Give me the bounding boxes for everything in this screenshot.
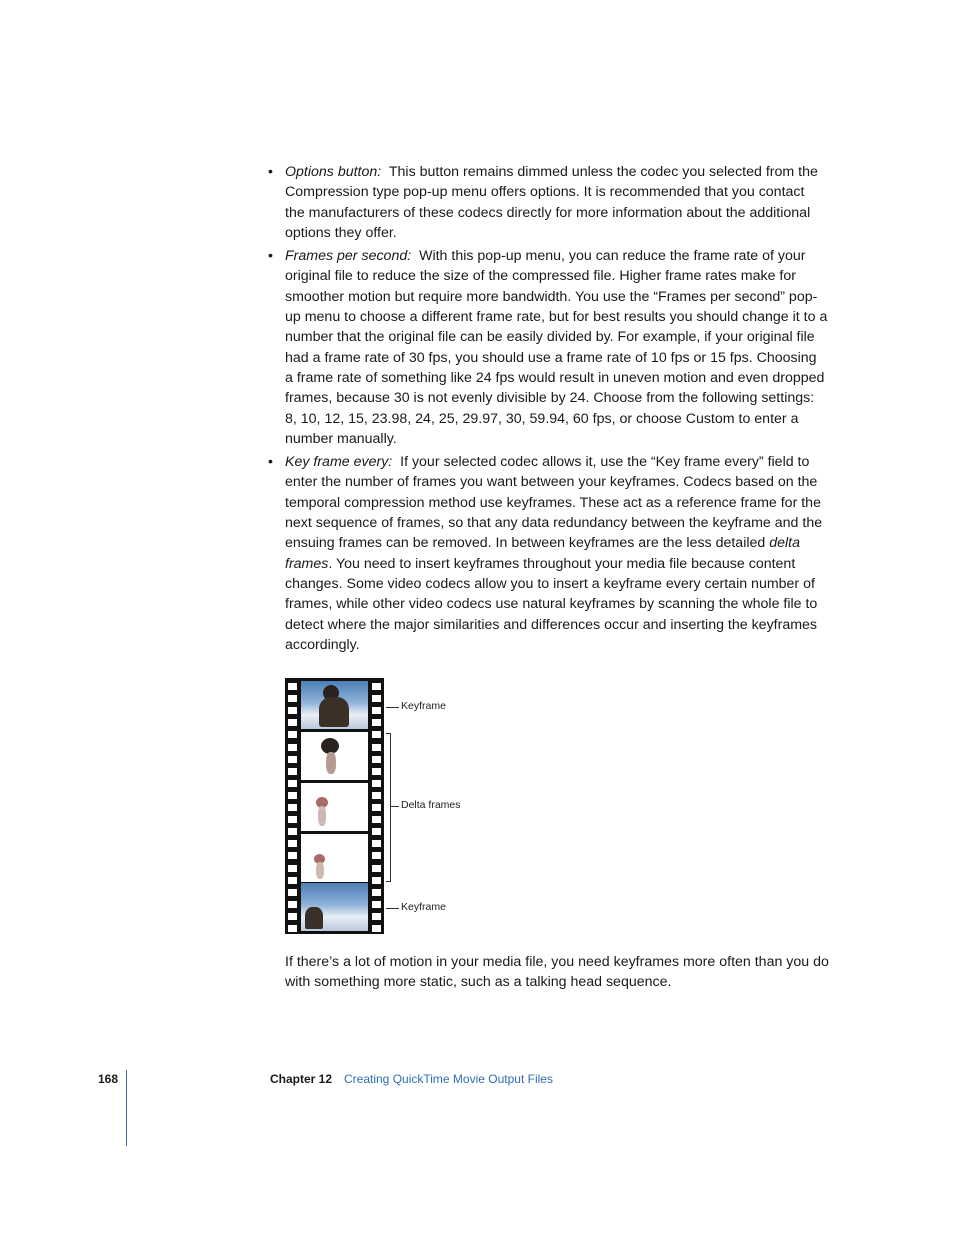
sprocket-hole (372, 877, 381, 884)
sprocket-hole (288, 707, 297, 714)
sprocket-hole (372, 913, 381, 920)
sprocket-hole (288, 768, 297, 775)
sprocket-hole (288, 865, 297, 872)
chapter-title-link[interactable]: Creating QuickTime Movie Output Files (344, 1072, 553, 1086)
bullet-marker: • (268, 248, 273, 265)
delta-bracket-bottom (386, 881, 391, 882)
sprocket-hole (288, 683, 297, 690)
bullet-marker: • (268, 164, 273, 180)
sprocket-hole (372, 889, 381, 896)
sprocket-hole (372, 925, 381, 932)
delta-frames-leader (390, 806, 399, 807)
keyframe-top-label: Keyframe (401, 700, 446, 712)
bullet-term: Key frame every: (285, 454, 393, 471)
sprocket-hole (288, 695, 297, 702)
keyframe-bottom-leader (386, 908, 399, 909)
sprocket-hole (288, 792, 297, 799)
sprocket-hole (372, 768, 381, 775)
sprocket-hole (288, 816, 297, 823)
delta-frames-label: Delta frames (401, 799, 461, 811)
delta-frame-1 (301, 732, 368, 780)
sprocket-hole (372, 865, 381, 872)
keyframe-image-bottom (301, 883, 368, 931)
sprocket-hole (288, 913, 297, 920)
sprocket-hole (372, 695, 381, 702)
bullet-key-frame-every (268, 452, 828, 655)
sprocket-hole (372, 780, 381, 787)
bullet-text: This button remains dimmed unless the codec you selected from the Compression type pop-up menu offers options. It is recommended that you contact the manufacturers of these codecs directly for more information about the additional options they offer. (285, 164, 818, 241)
sprocket-hole (288, 719, 297, 726)
bullet-list (268, 162, 828, 658)
sprocket-hole (372, 792, 381, 799)
sprocket-hole (372, 719, 381, 726)
sprocket-hole (288, 901, 297, 908)
sprocket-hole (288, 840, 297, 847)
sprocket-hole (288, 828, 297, 835)
bullet-text-after: . You need to insert keyframes throughout your media file because content changes. Some video codecs allow you to insert a keyframe every certain number of frames, while other video codecs use natural keyframes by scanning the whole file to detect where the major similarities and differences occur and inserting the keyframes accordingly. (285, 555, 818, 653)
sprocket-hole (288, 852, 297, 859)
keyframe-filmstrip-figure (285, 678, 525, 936)
sprocket-hole (372, 852, 381, 859)
chapter-label: Chapter 12 (270, 1072, 333, 1086)
keyframe-bottom-label: Keyframe (401, 901, 446, 913)
sprocket-hole (288, 925, 297, 932)
delta-frame-3 (301, 834, 368, 882)
keyframe-image-top (301, 681, 368, 729)
sprocket-hole (288, 744, 297, 751)
sprocket-hole (372, 744, 381, 751)
bullet-term: Options button: (285, 164, 382, 180)
sprocket-hole (372, 840, 381, 847)
bullet-frames-per-second (268, 246, 828, 449)
sprocket-hole (372, 683, 381, 690)
bullet-text: With this pop-up menu, you can reduce the frame rate of your original file to reduce the size of the compressed file. Higher frame rates make for smoother motion but require more bandwidth. You use the “Frames per second” pop-up menu to choose a different frame rate, but for best results you should change it to a number that the original file can be easily divided by. For example, if your original file had a frame rate of 30 fps, you should use a frame rate of 10 fps or 15 fps. Choosing a frame rate of something like 24 fps would result in uneven motion and even dropped frames, because 30 is not evenly divisible by 24. Choose from the following settings: 8, 10, 12, 15, 23.98, 24, 25, 29.97, 30, 59.94, 60 fps, or choose Custom to enter a number manually. (285, 248, 828, 447)
page-number: 168 (98, 1072, 119, 1086)
sprocket-hole (288, 804, 297, 811)
sprocket-hole (288, 756, 297, 763)
sprocket-hole (372, 731, 381, 738)
sprocket-hole (372, 901, 381, 908)
sprocket-hole (288, 731, 297, 738)
sprocket-hole (372, 804, 381, 811)
sprocket-hole (288, 877, 297, 884)
delta-bracket-vertical (390, 733, 391, 881)
footer-rule (126, 1070, 127, 1146)
filmstrip (285, 678, 384, 934)
sprocket-hole (372, 756, 381, 763)
sprocket-hole (372, 707, 381, 714)
sprocket-hole (372, 828, 381, 835)
delta-frame-2 (301, 783, 368, 831)
bullet-text-before: If your selected codec allows it, use the “Key frame every” field to enter the number of frames you want between your keyframes. Codecs based on the temporal compression method use keyframes. These act as a reference frame for the next sequence of frames, so that any data redundancy between the keyframe and the ensuing frames can be removed. In between keyframes are the less detailed (285, 454, 823, 552)
sprocket-hole (288, 780, 297, 787)
bullet-marker: • (268, 454, 273, 471)
bullet-options-button (268, 162, 828, 243)
bullet-italic-term: delta frames (285, 535, 800, 572)
keyframe-top-leader (386, 707, 399, 708)
sprocket-hole (372, 816, 381, 823)
sprocket-hole (288, 889, 297, 896)
bullet-term: Frames per second: (285, 248, 412, 265)
closing-paragraph: If there’s a lot of motion in your media file, you need keyframes more often than you do with something more static, such as a talking head sequence. (285, 954, 829, 991)
